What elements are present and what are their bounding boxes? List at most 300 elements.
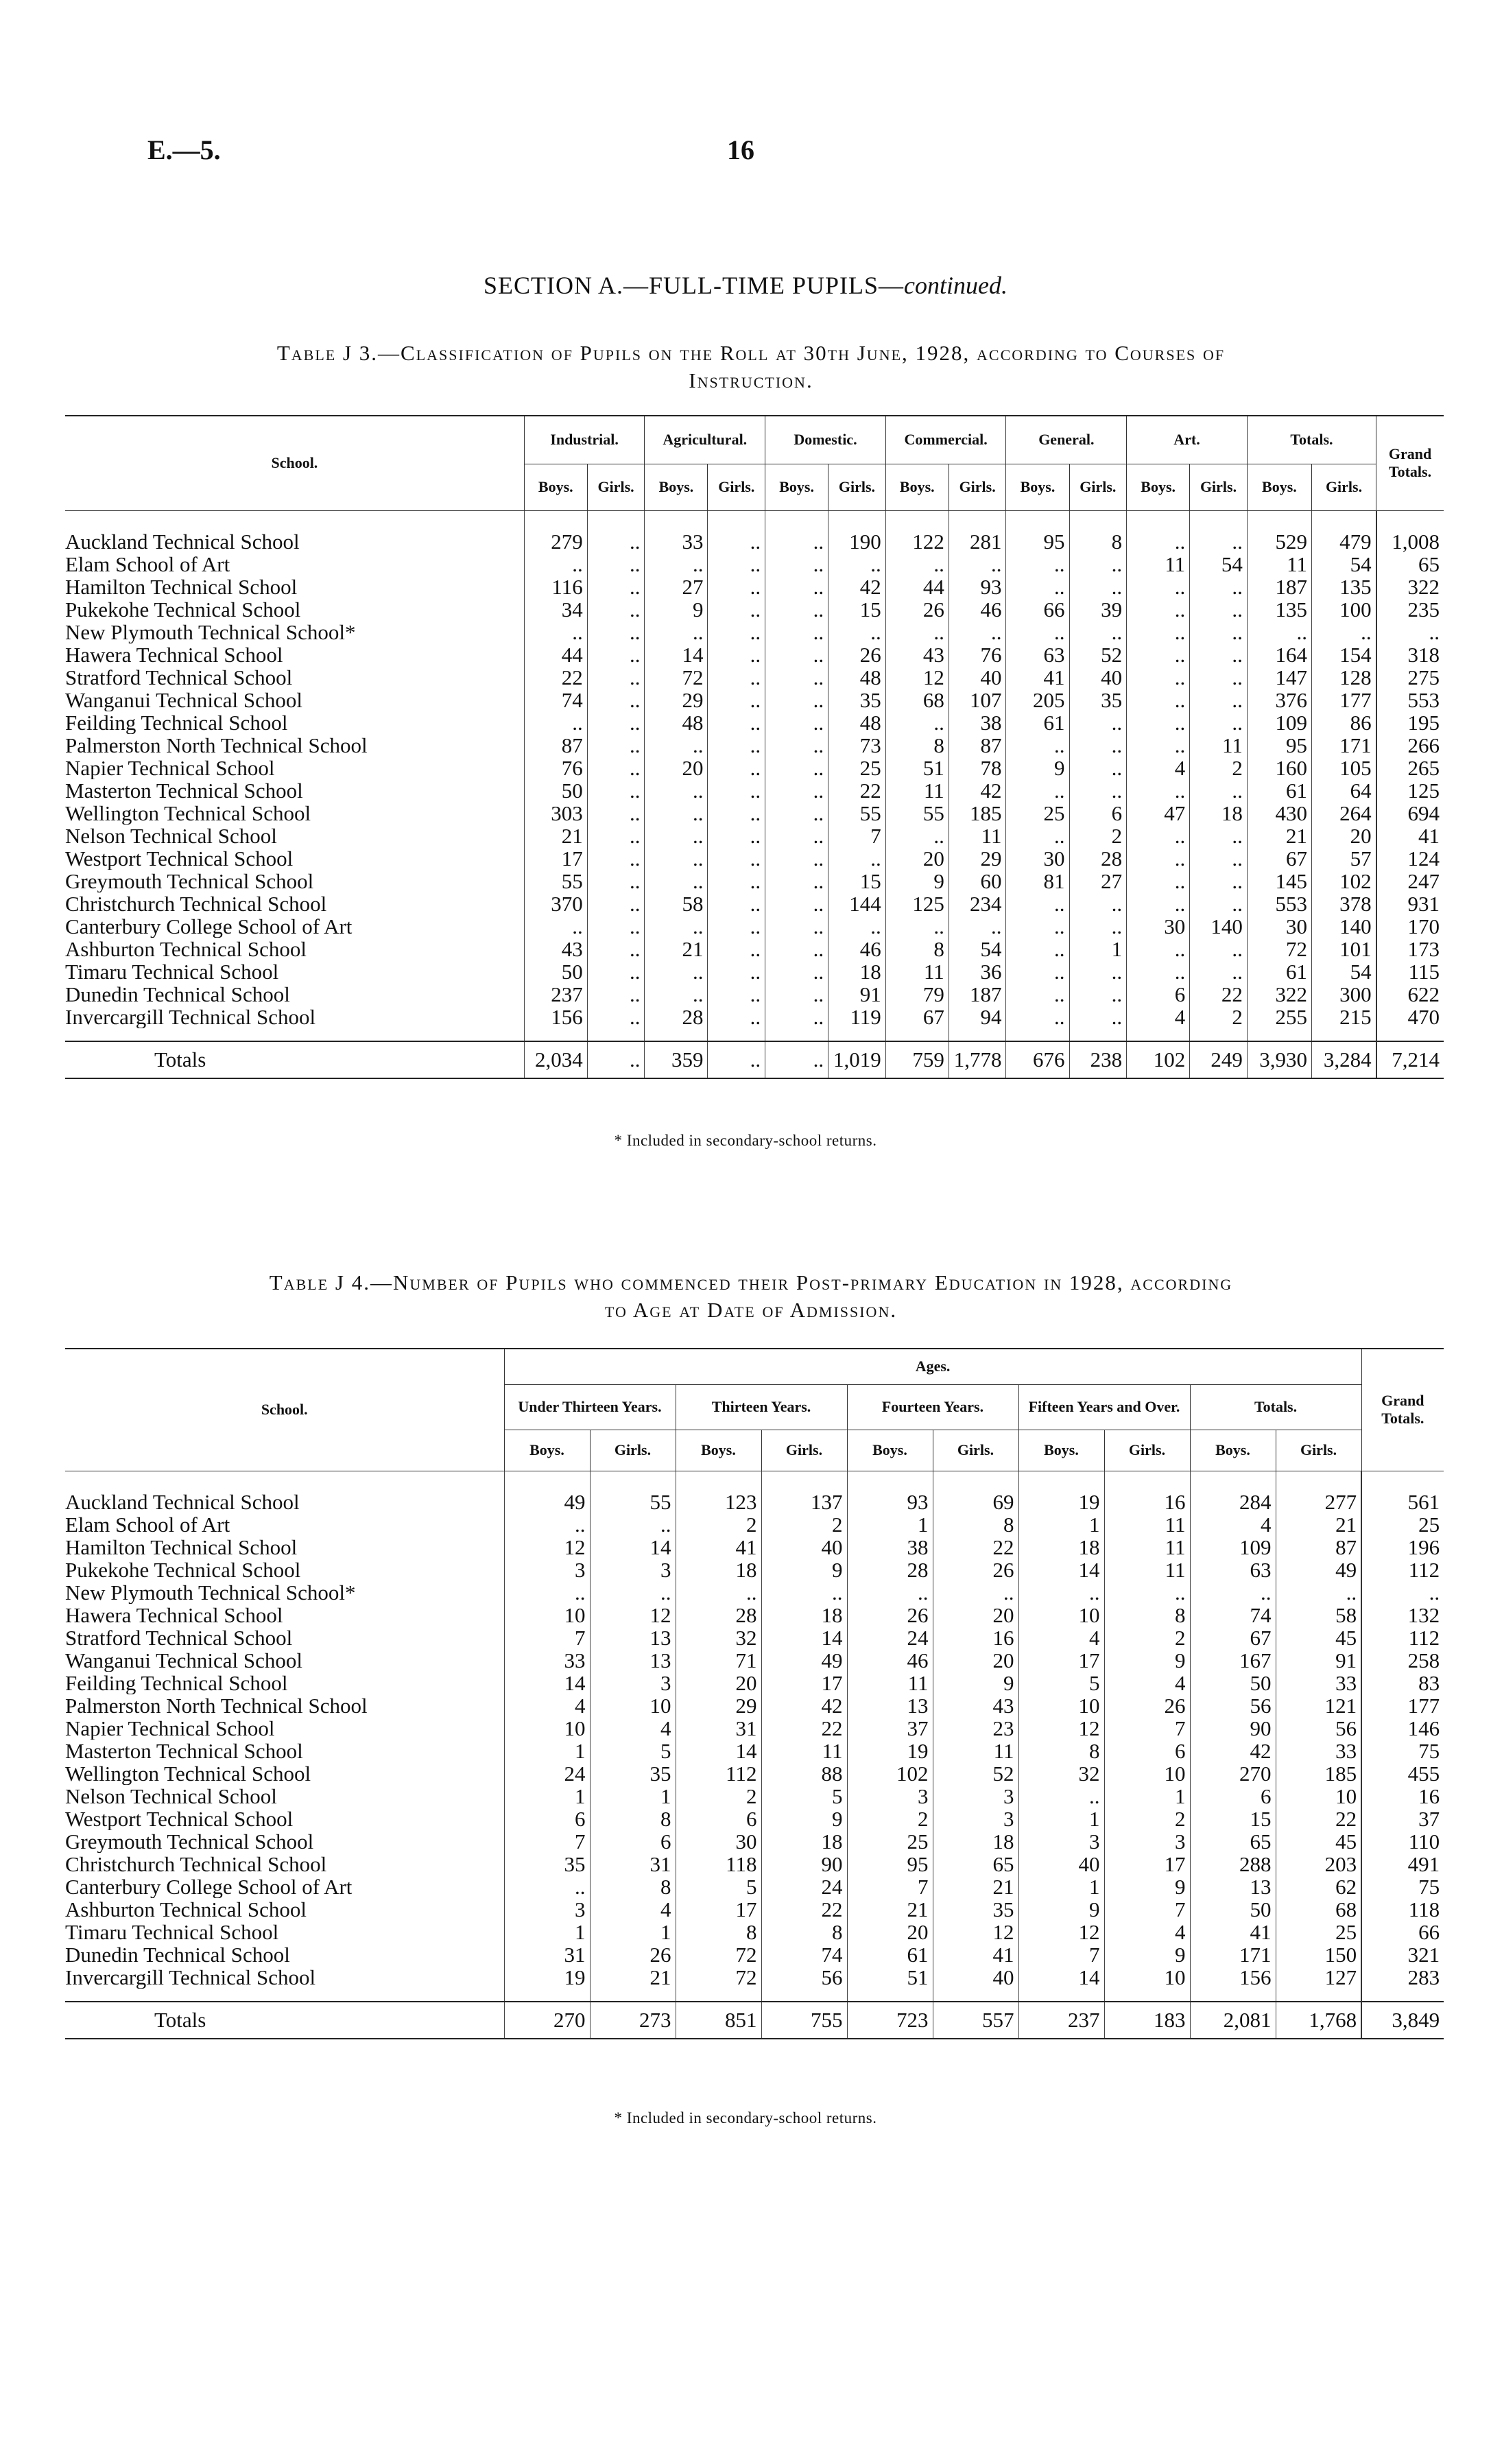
spacer-cell — [1069, 510, 1127, 530]
value-cell: 11 — [1104, 1536, 1190, 1559]
value-cell: 26 — [885, 598, 949, 621]
value-cell: .. — [1127, 530, 1190, 553]
value-cell: .. — [828, 621, 886, 643]
value-cell: 122 — [885, 530, 949, 553]
value-cell: 177 — [1311, 689, 1376, 711]
value-cell: .. — [847, 1581, 933, 1604]
value-cell: 13 — [590, 1626, 676, 1649]
total-value-cell: 270 — [504, 2002, 590, 2039]
girls-column-header: Girls. — [1190, 464, 1248, 510]
grand-total-cell: 146 — [1361, 1717, 1444, 1740]
section-title — [0, 271, 1491, 300]
value-cell: .. — [765, 870, 828, 892]
value-cell: 13 — [1190, 1875, 1276, 1898]
value-cell: 37 — [847, 1717, 933, 1740]
girls-column-header: Girls. — [587, 464, 645, 510]
boys-column-header: Boys. — [847, 1430, 933, 1471]
value-cell: .. — [645, 802, 708, 825]
table-row — [65, 825, 1444, 847]
value-cell: 7 — [847, 1875, 933, 1898]
value-cell: .. — [504, 1875, 590, 1898]
value-cell: 154 — [1311, 643, 1376, 666]
table-row — [65, 779, 1444, 802]
value-cell: .. — [587, 757, 645, 779]
total-value-cell: 755 — [761, 2002, 847, 2039]
value-cell: .. — [1190, 938, 1248, 960]
value-cell: .. — [1069, 734, 1127, 757]
grand-total-cell: 455 — [1361, 1762, 1444, 1785]
value-cell: 12 — [1018, 1921, 1104, 1943]
spacer-cell — [504, 1471, 590, 1491]
spacer-cell — [65, 1028, 524, 1041]
value-cell: .. — [708, 1006, 765, 1028]
spacer-row — [65, 1028, 1444, 1041]
school-name: New Plymouth Technical School* — [65, 1580, 356, 1604]
spacer-cell — [1247, 1028, 1311, 1041]
value-cell: 71 — [676, 1649, 761, 1672]
value-cell: 43 — [885, 643, 949, 666]
school-column-header: School. — [65, 416, 524, 510]
grand-total-cell: 265 — [1376, 757, 1444, 779]
value-cell: 11 — [1104, 1559, 1190, 1581]
value-cell: 203 — [1276, 1853, 1361, 1875]
girls-column-header: Girls. — [828, 464, 886, 510]
table-j3-title — [103, 340, 1399, 394]
spacer-cell — [1190, 1989, 1276, 2002]
spacer-cell — [587, 510, 645, 530]
value-cell: 7 — [1018, 1943, 1104, 1966]
value-cell: 14 — [676, 1740, 761, 1762]
value-cell: 17 — [1104, 1853, 1190, 1875]
school-name: Masterton Technical School — [65, 779, 303, 802]
value-cell: 87 — [1276, 1536, 1361, 1559]
value-cell: 10 — [1018, 1694, 1104, 1717]
value-cell: .. — [587, 983, 645, 1006]
table-row — [65, 621, 1444, 643]
value-cell: 74 — [524, 689, 587, 711]
boys-column-header: Boys. — [765, 464, 828, 510]
value-cell: 61 — [1247, 960, 1311, 983]
value-cell: 12 — [504, 1536, 590, 1559]
value-cell: .. — [1127, 892, 1190, 915]
value-cell: 107 — [949, 689, 1006, 711]
value-cell: .. — [587, 530, 645, 553]
value-cell: 22 — [761, 1898, 847, 1921]
value-cell: 430 — [1247, 802, 1311, 825]
value-cell: 7 — [1104, 1717, 1190, 1740]
value-cell: 3 — [933, 1785, 1018, 1808]
value-cell: .. — [1069, 779, 1127, 802]
value-cell: 42 — [828, 576, 886, 598]
value-cell: 55 — [524, 870, 587, 892]
grand-total-cell: 16 — [1361, 1785, 1444, 1808]
value-cell: 26 — [933, 1559, 1018, 1581]
value-cell: .. — [504, 1581, 590, 1604]
value-cell: 7 — [1104, 1898, 1190, 1921]
value-cell: 65 — [933, 1853, 1018, 1875]
value-cell: 303 — [524, 802, 587, 825]
table-row — [65, 1626, 1444, 1649]
value-cell: 63 — [1190, 1559, 1276, 1581]
value-cell: 40 — [1069, 666, 1127, 689]
spacer-cell — [1006, 1028, 1069, 1041]
value-cell: .. — [645, 983, 708, 1006]
value-cell: 23 — [933, 1717, 1018, 1740]
value-cell: .. — [708, 689, 765, 711]
value-cell: 118 — [676, 1853, 761, 1875]
spacer-cell — [590, 1471, 676, 1491]
table-row — [65, 576, 1444, 598]
value-cell: 20 — [933, 1604, 1018, 1626]
school-name: Auckland Technical School — [65, 530, 300, 553]
value-cell: .. — [765, 802, 828, 825]
value-cell: .. — [1006, 734, 1069, 757]
value-cell: 90 — [761, 1853, 847, 1875]
value-cell: .. — [1190, 576, 1248, 598]
value-cell: .. — [1006, 825, 1069, 847]
group-header-totals: Totals. — [1190, 1384, 1361, 1430]
school-name: Palmerston North Technical School — [65, 1694, 368, 1717]
value-cell: 35 — [504, 1853, 590, 1875]
value-cell: .. — [1127, 870, 1190, 892]
value-cell: 140 — [1190, 915, 1248, 938]
spacer-cell — [885, 510, 949, 530]
value-cell: .. — [587, 576, 645, 598]
grand-total-cell: 115 — [1376, 960, 1444, 983]
value-cell: .. — [708, 734, 765, 757]
girls-column-header: Girls. — [708, 464, 765, 510]
spacer-cell — [1376, 510, 1444, 530]
value-cell: .. — [1127, 847, 1190, 870]
spacer-cell — [1127, 1028, 1190, 1041]
total-value-cell: 3,849 — [1361, 2002, 1444, 2039]
value-cell: .. — [708, 643, 765, 666]
value-cell: .. — [1127, 643, 1190, 666]
ages-header: Ages. — [504, 1349, 1361, 1384]
table-j4-title-line1: Table J 4.—Number of Pupils who commenced their Post-primary Education in 1928, according — [269, 1270, 1233, 1294]
spacer-cell — [1361, 1471, 1444, 1491]
value-cell: .. — [708, 598, 765, 621]
table-j3-title-line1: Table J 3.—Classification of Pupils on the Roll at 30th June, 1928, according to Courses of — [276, 341, 1226, 365]
boys-column-header: Boys. — [885, 464, 949, 510]
grand-total-cell: 195 — [1376, 711, 1444, 734]
value-cell: 30 — [1247, 915, 1311, 938]
value-cell: 46 — [847, 1649, 933, 1672]
value-cell: 190 — [828, 530, 886, 553]
spacer-cell — [765, 510, 828, 530]
table-row — [65, 1830, 1444, 1853]
value-cell: 144 — [828, 892, 886, 915]
value-cell: 6 — [1069, 802, 1127, 825]
value-cell: .. — [1247, 621, 1311, 643]
value-cell: 78 — [949, 757, 1006, 779]
value-cell: 553 — [1247, 892, 1311, 915]
school-name: Dunedin Technical School — [65, 1943, 290, 1966]
value-cell: 18 — [1018, 1536, 1104, 1559]
section-title-main: SECTION A.—FULL-TIME PUPILS— — [484, 272, 905, 299]
boys-column-header: Boys. — [645, 464, 708, 510]
table-row — [65, 915, 1444, 938]
value-cell: .. — [590, 1581, 676, 1604]
value-cell: 171 — [1190, 1943, 1276, 1966]
value-cell: 11 — [885, 779, 949, 802]
group-header-commercial: Commercial. — [885, 416, 1006, 464]
table-row — [65, 1717, 1444, 1740]
value-cell: .. — [645, 847, 708, 870]
spacer-cell — [933, 1471, 1018, 1491]
value-cell: 12 — [885, 666, 949, 689]
table-row — [65, 1491, 1444, 1513]
value-cell: .. — [645, 734, 708, 757]
value-cell: 9 — [645, 598, 708, 621]
value-cell: .. — [1006, 938, 1069, 960]
value-cell: 16 — [1104, 1491, 1190, 1513]
table-row — [65, 530, 1444, 553]
total-value-cell: 557 — [933, 2002, 1018, 2039]
value-cell: .. — [1190, 960, 1248, 983]
value-cell: .. — [645, 621, 708, 643]
value-cell: 4 — [590, 1717, 676, 1740]
value-cell: .. — [1127, 960, 1190, 983]
value-cell: 10 — [1104, 1966, 1190, 1989]
value-cell: .. — [587, 847, 645, 870]
value-cell: 7 — [504, 1626, 590, 1649]
school-name: Greymouth Technical School — [65, 1829, 314, 1853]
value-cell: .. — [1069, 983, 1127, 1006]
value-cell: 4 — [1190, 1513, 1276, 1536]
value-cell: 25 — [1006, 802, 1069, 825]
value-cell: .. — [885, 621, 949, 643]
value-cell: 22 — [524, 666, 587, 689]
spacer-cell — [1190, 1471, 1276, 1491]
value-cell: 58 — [645, 892, 708, 915]
value-cell: 14 — [504, 1672, 590, 1694]
table-row — [65, 1943, 1444, 1966]
value-cell: .. — [708, 983, 765, 1006]
value-cell: .. — [1006, 983, 1069, 1006]
value-cell: 61 — [1006, 711, 1069, 734]
totals-row — [65, 1041, 1444, 1078]
value-cell: 21 — [645, 938, 708, 960]
table-row — [65, 1559, 1444, 1581]
value-cell: 74 — [761, 1943, 847, 1966]
value-cell: .. — [765, 757, 828, 779]
value-cell: 31 — [590, 1853, 676, 1875]
value-cell: 3 — [847, 1785, 933, 1808]
value-cell: .. — [1069, 576, 1127, 598]
value-cell: 3 — [590, 1559, 676, 1581]
value-cell: 46 — [949, 598, 1006, 621]
value-cell: .. — [1127, 689, 1190, 711]
value-cell: 54 — [1190, 553, 1248, 576]
school-name: Nelson Technical School — [65, 1784, 277, 1808]
value-cell: 102 — [847, 1762, 933, 1785]
value-cell: 56 — [761, 1966, 847, 1989]
value-cell: .. — [1190, 1581, 1276, 1604]
value-cell: .. — [1311, 621, 1376, 643]
grand-total-cell: 65 — [1376, 553, 1444, 576]
table-row — [65, 734, 1444, 757]
value-cell: 6 — [1190, 1785, 1276, 1808]
value-cell: 8 — [1069, 530, 1127, 553]
value-cell: 61 — [1247, 779, 1311, 802]
boys-column-header: Boys. — [1006, 464, 1069, 510]
grand-total-cell: 283 — [1361, 1966, 1444, 1989]
value-cell: 1 — [1018, 1513, 1104, 1536]
school-name: Pukekohe Technical School — [65, 597, 301, 621]
value-cell: 270 — [1190, 1762, 1276, 1785]
value-cell: 145 — [1247, 870, 1311, 892]
value-cell: .. — [587, 553, 645, 576]
value-cell: .. — [765, 711, 828, 734]
school-name: Westport Technical School — [65, 846, 294, 870]
value-cell: 3 — [1018, 1830, 1104, 1853]
school-name: Napier Technical School — [65, 756, 275, 779]
table-row — [65, 1536, 1444, 1559]
value-cell: 67 — [1190, 1626, 1276, 1649]
value-cell: .. — [1190, 892, 1248, 915]
table-row — [65, 1604, 1444, 1626]
value-cell: 2 — [1104, 1626, 1190, 1649]
value-cell: .. — [1127, 621, 1190, 643]
value-cell: 33 — [1276, 1672, 1361, 1694]
value-cell: .. — [708, 666, 765, 689]
table-row — [65, 666, 1444, 689]
value-cell: 79 — [885, 983, 949, 1006]
school-name: Westport Technical School — [65, 1807, 294, 1830]
value-cell: 64 — [1311, 779, 1376, 802]
grand-total-cell: 170 — [1376, 915, 1444, 938]
value-cell: 87 — [949, 734, 1006, 757]
spacer-cell — [65, 1989, 504, 2002]
school-name: Feilding Technical School — [65, 1671, 288, 1694]
value-cell: .. — [708, 960, 765, 983]
table-row — [65, 1694, 1444, 1717]
school-name: Stratford Technical School — [65, 1626, 293, 1649]
value-cell: 20 — [676, 1672, 761, 1694]
value-cell: 18 — [933, 1830, 1018, 1853]
spacer-cell — [676, 1989, 761, 2002]
value-cell: 24 — [504, 1762, 590, 1785]
spacer-cell — [1190, 510, 1248, 530]
value-cell: 277 — [1276, 1491, 1361, 1513]
table-row — [65, 1672, 1444, 1694]
value-cell: 19 — [847, 1740, 933, 1762]
value-cell: 25 — [828, 757, 886, 779]
value-cell: 22 — [828, 779, 886, 802]
spacer-cell — [1361, 1989, 1444, 2002]
value-cell: 17 — [676, 1898, 761, 1921]
grand-total-cell: 112 — [1361, 1626, 1444, 1649]
value-cell: 18 — [761, 1830, 847, 1853]
value-cell: 105 — [1311, 757, 1376, 779]
school-name: Wellington Technical School — [65, 1762, 311, 1785]
spacer-cell — [761, 1989, 847, 2002]
value-cell: 15 — [828, 598, 886, 621]
value-cell: 109 — [1190, 1536, 1276, 1559]
value-cell: 21 — [1247, 825, 1311, 847]
value-cell: 30 — [676, 1830, 761, 1853]
value-cell: 74 — [1190, 1604, 1276, 1626]
value-cell: 58 — [1276, 1604, 1361, 1626]
value-cell: .. — [708, 802, 765, 825]
table-row — [65, 553, 1444, 576]
value-cell: .. — [1276, 1581, 1361, 1604]
value-cell: .. — [1190, 530, 1248, 553]
school-column-header: School. — [65, 1349, 504, 1471]
value-cell: 28 — [847, 1559, 933, 1581]
value-cell: 76 — [949, 643, 1006, 666]
value-cell: .. — [587, 598, 645, 621]
value-cell: 72 — [1247, 938, 1311, 960]
girls-column-header: Girls. — [761, 1430, 847, 1471]
page-number: 16 — [727, 134, 754, 165]
table-j3 — [65, 415, 1444, 1079]
value-cell: .. — [765, 734, 828, 757]
value-cell: 50 — [524, 779, 587, 802]
spacer-cell — [645, 1028, 708, 1041]
value-cell: .. — [1127, 711, 1190, 734]
value-cell: 63 — [1006, 643, 1069, 666]
value-cell: 48 — [828, 711, 886, 734]
value-cell: .. — [1127, 598, 1190, 621]
value-cell: 22 — [1276, 1808, 1361, 1830]
value-cell: 42 — [1190, 1740, 1276, 1762]
table-row — [65, 1513, 1444, 1536]
value-cell: 2 — [676, 1785, 761, 1808]
value-cell: 32 — [1018, 1762, 1104, 1785]
value-cell: 10 — [1018, 1604, 1104, 1626]
value-cell: .. — [1069, 757, 1127, 779]
value-cell: .. — [765, 621, 828, 643]
value-cell: .. — [765, 689, 828, 711]
grand-total-cell: 247 — [1376, 870, 1444, 892]
value-cell: 72 — [676, 1966, 761, 1989]
value-cell: 2 — [1190, 757, 1248, 779]
value-cell: 18 — [676, 1559, 761, 1581]
school-name: Nelson Technical School — [65, 824, 277, 847]
value-cell: 50 — [1190, 1898, 1276, 1921]
school-name: Elam School of Art — [65, 1513, 230, 1536]
value-cell: 42 — [949, 779, 1006, 802]
value-cell: 40 — [949, 666, 1006, 689]
totals-label: Totals — [65, 2002, 504, 2039]
school-name: Christchurch Technical School — [65, 892, 327, 915]
value-cell: .. — [708, 847, 765, 870]
boys-column-header: Boys. — [676, 1430, 761, 1471]
value-cell: 5 — [590, 1740, 676, 1762]
value-cell: .. — [708, 779, 765, 802]
value-cell: .. — [949, 621, 1006, 643]
value-cell: .. — [708, 553, 765, 576]
value-cell: .. — [765, 598, 828, 621]
spacer-cell — [65, 510, 524, 530]
value-cell: 11 — [1127, 553, 1190, 576]
value-cell: 3 — [504, 1898, 590, 1921]
value-cell: 30 — [1127, 915, 1190, 938]
value-cell: 43 — [933, 1694, 1018, 1717]
value-cell: 160 — [1247, 757, 1311, 779]
value-cell: 12 — [933, 1921, 1018, 1943]
value-cell: 93 — [949, 576, 1006, 598]
value-cell: 11 — [1247, 553, 1311, 576]
grand-total-cell: 75 — [1361, 1875, 1444, 1898]
spacer-cell — [590, 1989, 676, 2002]
value-cell: 8 — [590, 1808, 676, 1830]
value-cell: .. — [708, 576, 765, 598]
school-name: Hawera Technical School — [65, 643, 283, 666]
spacer-cell — [1247, 510, 1311, 530]
